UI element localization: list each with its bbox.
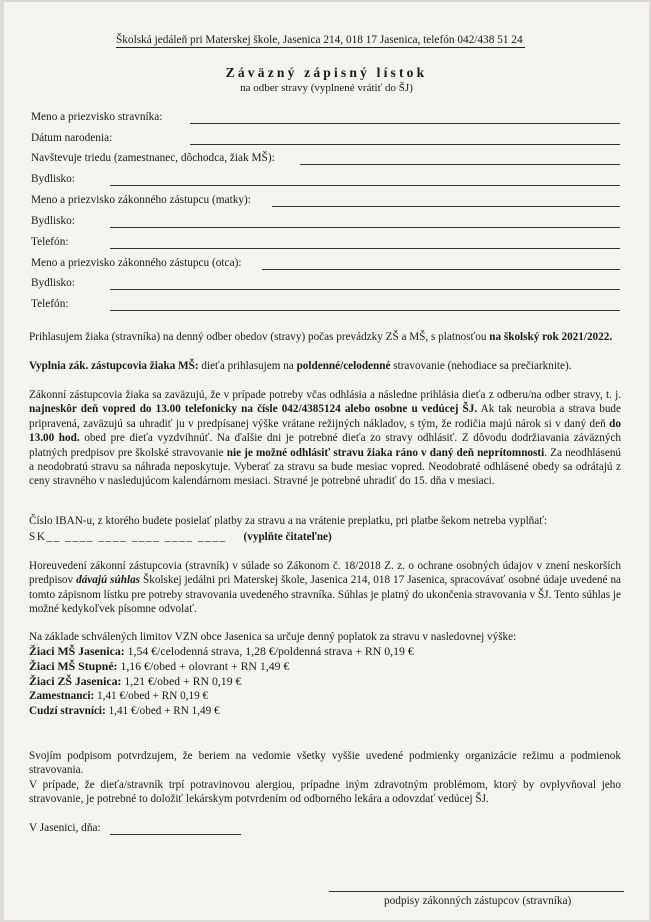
mode-text: dieťa prihlasujem na [198, 360, 297, 372]
field-label-father-name: Meno a priezvisko zákonného zástupcu (otca): [31, 257, 242, 269]
iban-text: Číslo IBAN-u, z ktorého budete posielať platby za stravu a na vrátenie preplatku, pri platbe šekom netreba vyplňať: [29, 515, 548, 527]
fee-row [29, 689, 629, 703]
date-line[interactable] [110, 834, 241, 835]
fee-label: Žiaci MŠ Jasenica: [29, 644, 125, 658]
obligations-text-e: obed pre dieťa vyzdvihnúť. Na ďalšie dni je potrebné dieťa zo stravy odhlásiť. Z dôvodu dodržiavania záväzných platných predpisov pre školské stravovanie [29, 432, 621, 459]
fee-value: 1,21 €/obed + RN 0,19 € [121, 674, 242, 688]
field-label-name: Meno a priezvisko stravníka: [31, 111, 163, 123]
form-title: Záväzný zápisný lístok [225, 65, 428, 80]
mode-options[interactable]: poldenné/celodenné [296, 360, 391, 372]
field-label-mother-phone: Telefón: [31, 236, 69, 248]
obligations-text-c: Ak tak neurobia a strava bude pripravená, zaväzujú sa uhradiť ju v predpísanej výške vrátane režijných nákladov, s tým, že rodičia majú nárok si v daný deň [29, 403, 621, 430]
field-label-father-phone: Telefón: [31, 298, 69, 310]
field-label-address: Bydlisko: [31, 173, 75, 185]
field-label-birthdate: Dátum narodenia: [31, 132, 113, 144]
consent-paragraph [29, 559, 621, 617]
consent-text-c: Školskej jedálni pri Materskej škole, Jasenica 214, 018 17 Jasenica, spracovávať osobné údaje uvedené na tomto zápisnom lístku pre potreby stravovania uvedeného stravníka. Súhlas je platný do ukončenia stravovania v ŠJ. Tento súhlas je možné kedykoľvek písomne odvolať. [29, 574, 622, 616]
iban-field[interactable]: SK__ ____ ____ ____ ____ ____ [29, 531, 227, 543]
fee-label: Žiaci ZŠ Jasenica: [29, 674, 122, 688]
field-label-father-address: Bydlisko: [31, 277, 75, 289]
fee-row [29, 644, 629, 658]
field-line-father-address[interactable] [110, 289, 620, 290]
mode-note: stravovanie (nehodiace sa prečiarknite). [390, 360, 572, 372]
field-label-mother-address: Bydlisko: [31, 215, 75, 227]
acknowledgement-paragraph: Svojím podpisom potvrdzujem, že beriem na vedomie všetky vyššie uvedené podmienky organizácie režimu a podmienok stravovania. [29, 750, 621, 777]
iban-note: (vyplňte čitateľne) [243, 531, 332, 543]
obligations-text-g: . Za neodhlásenú a neodobratú stravu sa náhrada neposkytuje. Vyberať za stravu sa bude mesiac vopred. Neodobraté odhlásené obedy sa odrátajú z ceny stravného v nasledujúcom kalendárnom mesiaci. Stravné je potrebné uhradiť do 15. dňa v mesiaci. [29, 446, 622, 488]
pickup-time: do 13.00 hod. [29, 417, 621, 445]
obligations-paragraph [29, 388, 621, 489]
school-year: na školský rok 2021/2022. [489, 331, 613, 343]
field-line-birthdate[interactable] [190, 144, 620, 145]
field-line-mother-phone[interactable] [110, 248, 620, 249]
school-header: Školská jedáleň pri Materskej škole, Jasenica 214, 018 17 Jasenica, telefón 042/438 51 24 [116, 34, 523, 46]
registration-text: Prihlasujem žiaka (stravníka) na denný odber obedov (stravy) počas prevádzky ZŠ a MŠ, s platnosťou [29, 331, 490, 343]
mode-line [29, 359, 629, 373]
consent-emphasis: dávajú súhlas [76, 574, 141, 587]
allergy-paragraph: V prípade, že dieťa/stravník trpí potravinovou alergiou, prípadne iným zdravotným problémom, ktorý by ovplyvňoval jeho stravovanie, je potrebné to doložiť lekárskym potvrdením od odborného lekára a odovzdať vedúcej ŠJ. [29, 779, 621, 806]
form-subtitle: na odber stravy (vyplnené vrátiť do ŠJ) [240, 82, 413, 94]
field-line-mother-address[interactable] [110, 227, 620, 228]
consent-text-a: Horeuvedení zákonní zástupcovia (stravník) v súlade so Zákonom č. 18/2018 Z. z. o ochrane osobných údajov v znení neskorších predpisov [29, 560, 621, 587]
registration-paragraph [29, 330, 621, 344]
signature-label: podpisy zákonných zástupcov (stravníka) [384, 895, 572, 907]
fee-row [29, 659, 629, 673]
mode-heading: Vyplnia zák. zástupcovia žiaka MŠ: [29, 360, 199, 372]
fee-value: 1,41 €/obed + RN 0,19 € [94, 690, 209, 702]
obligations-text-a: Zákonní zástupcovia žiaka sa zaväzujú, že v prípade potreby včas odhlásia a následne prihlásia dieťa z odberu/na odber stravy, t. j. [29, 389, 621, 401]
field-line-mother-name[interactable] [272, 206, 620, 207]
signature-line[interactable] [329, 891, 624, 892]
field-line-father-phone[interactable] [110, 310, 620, 311]
fee-label: Žiaci MŠ Stupné: [29, 659, 118, 673]
field-label-class: Navštevuje triedu (zamestnanec, dôchodca, žiak MŠ): [31, 152, 275, 164]
fee-value: 1,54 €/celodenná strava, 1,28 €/poldenná strava + RN 0,19 € [124, 644, 414, 658]
field-line-address[interactable] [110, 185, 620, 186]
place-date-label: V Jasenici, dňa: [29, 822, 101, 834]
fee-row [29, 674, 629, 688]
iban-row [29, 530, 629, 544]
fee-value: 1,16 €/obed + olovrant + RN 1,49 € [117, 659, 290, 673]
deadline-rule: najneskôr deň vopred do 13.00 telefonicky na čísle 042/4385124 alebo osobne u vedúcej ŠJ. [29, 403, 478, 416]
field-line-class[interactable] [300, 164, 620, 165]
fee-label: Cudzí stravníci: [29, 705, 106, 717]
fee-label: Zamestnanci: [29, 690, 95, 702]
field-label-mother-name: Meno a priezvisko zákonného zástupcu (matky): [31, 194, 251, 206]
no-same-day-cancel: nie je možné odhlásiť stravu žiaka ráno v daný deň neprítomnosti [226, 446, 545, 459]
fee-value: 1,41 €/obed + RN 1,49 € [105, 705, 220, 717]
form-sheet [4, 2, 649, 920]
field-line-father-name[interactable] [262, 269, 620, 270]
fee-row [29, 704, 629, 718]
fees-intro: Na základe schválených limitov VZN obce Jasenica sa určuje denný poplatok za stravu v nasledovnej výške: [29, 631, 517, 643]
field-line-name[interactable] [190, 123, 620, 124]
